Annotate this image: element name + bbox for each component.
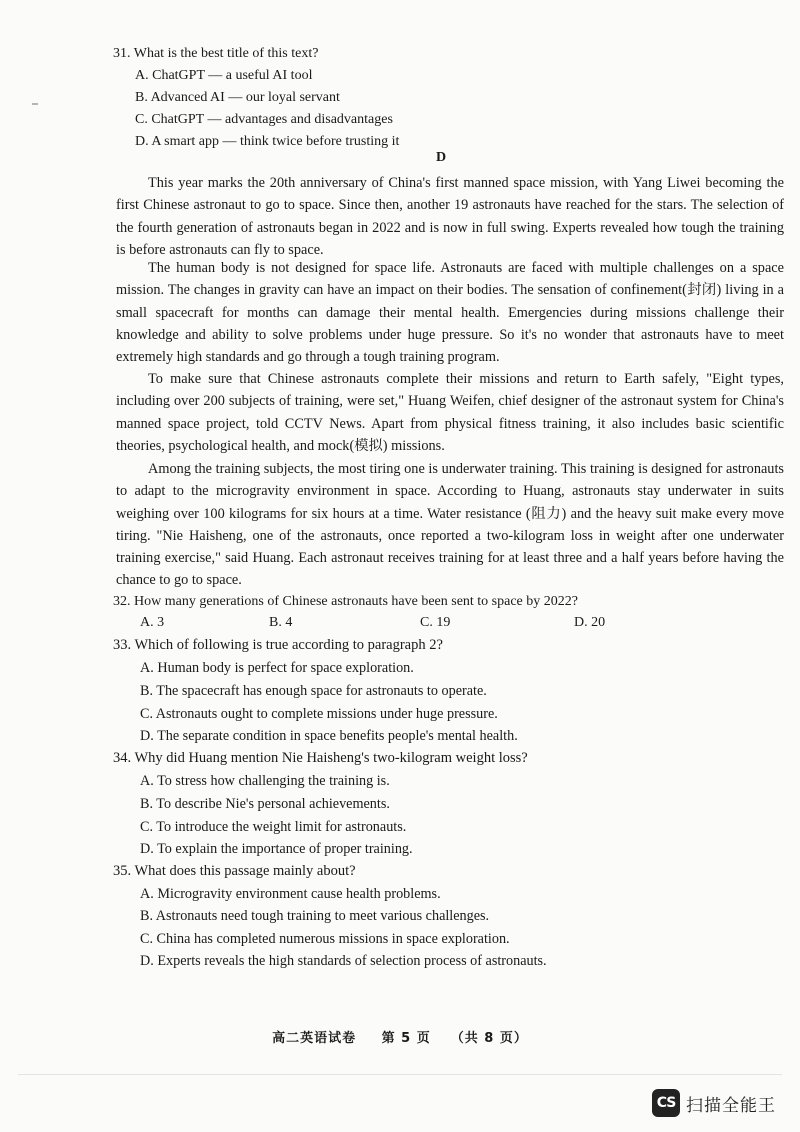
q31-stem: 31. What is the best title of this text?	[113, 46, 319, 61]
q32-option-a: A. 3	[140, 615, 165, 630]
q35-option-d: D. Experts reveals the high standards of selection process of astronauts.	[140, 953, 547, 969]
q33-option-b: B. The spacecraft has enough space for astronauts to operate.	[140, 683, 487, 699]
q34-option-d: D. To explain the importance of proper training.	[140, 841, 413, 857]
paragraph-1: This year marks the 20th anniversary of China's first manned space mission, with Yang Liwei becoming the first Chinese astronaut to go to space. Since then, another 19 astronauts have reached for the stars. The selection of the fourth generation of astronauts began in 2022 and is now in full swing. Experts revealed how tough the training is before astronauts can fly to space.	[116, 175, 784, 258]
scanner-app-name: 扫描全能王	[686, 1095, 776, 1116]
q33-stem: 33. Which of following is true according to paragraph 2?	[113, 637, 443, 653]
paragraph-4: Among the training subjects, the most tiring one is underwater training. This training is designed for astronauts to adapt to the microgravity environment in space. According to Huang, astronauts stay underwater in suits weighing over 100 kilograms for six hours at a time. Water resistance (阻力) and the heavy suit make every move tiring. "Nie Haisheng, one of the astronauts, once reported a two-kilogram loss in weight after one underwater training exercise," said Huang. Each astronaut receives training for at least three and a half years before having the chance to go to space.	[116, 461, 784, 589]
q34-option-b: B. To describe Nie's personal achievements.	[140, 796, 390, 812]
page-footer	[0, 1027, 800, 1046]
scan-artifact	[32, 103, 38, 105]
q31-option-c: C. ChatGPT — advantages and disadvantages	[135, 112, 393, 127]
q32-stem: 32. How many generations of Chinese astronauts have been sent to space by 2022?	[113, 594, 578, 609]
q34-option-c: C. To introduce the weight limit for astronauts.	[140, 819, 407, 835]
q35-option-a: A. Microgravity environment cause health problems.	[140, 886, 441, 902]
q32-option-d: D. 20	[574, 615, 606, 630]
section-heading: D	[436, 150, 447, 165]
footer-subject: 高二英语试卷	[272, 1031, 357, 1046]
scanner-watermark	[652, 1089, 776, 1117]
footer-total-pages: （共 8 页）	[450, 1031, 528, 1046]
q34-stem: 34. Why did Huang mention Nie Haisheng's two-kilogram weight loss?	[113, 750, 528, 766]
bottom-divider	[18, 1074, 782, 1075]
q33-option-a: A. Human body is perfect for space exploration.	[140, 660, 414, 676]
footer-page-number: 第 5 页	[381, 1031, 431, 1046]
q31-option-a: A. ChatGPT — a useful AI tool	[135, 68, 313, 83]
q34-option-a: A. To stress how challenging the training is.	[140, 773, 390, 789]
q35-stem: 35. What does this passage mainly about?	[113, 863, 356, 879]
q32-option-b: B. 4	[269, 615, 293, 630]
camscanner-logo-icon: CS	[652, 1089, 680, 1117]
q35-option-b: B. Astronauts need tough training to meet various challenges.	[140, 908, 490, 924]
q35-option-c: C. China has completed numerous missions in space exploration.	[140, 931, 510, 947]
paragraph-2: The human body is not designed for space life. Astronauts are faced with multiple challenges on a space mission. The changes in gravity can have an impact on their bodies. The sensation of confinement(封闭) living in a small spacecraft for months can damage their mental health. Emergencies during missions challenge their knowledge and ability to solve problems under huge pressure. So it's no wonder that astronauts have to meet extremely high standards and go through a tough training program.	[116, 260, 784, 366]
q31-option-b: B. Advanced AI — our loyal servant	[135, 90, 340, 105]
paragraph-3: To make sure that Chinese astronauts complete their missions and return to Earth safely, "Eight types, including over 200 subjects of training, were set," Huang Weifen, chief designer of the astronaut system for China's manned space project, told CCTV News. Apart from physical fitness training, it also includes basic scientific theories, psychological health, and mock(模拟) missions.	[116, 371, 784, 454]
q33-option-d: D. The separate condition in space benefits people's mental health.	[140, 728, 518, 744]
q33-option-c: C. Astronauts ought to complete missions under huge pressure.	[140, 706, 498, 722]
q32-option-c: C. 19	[420, 615, 451, 630]
q31-option-d: D. A smart app — think twice before trusting it	[135, 134, 400, 149]
